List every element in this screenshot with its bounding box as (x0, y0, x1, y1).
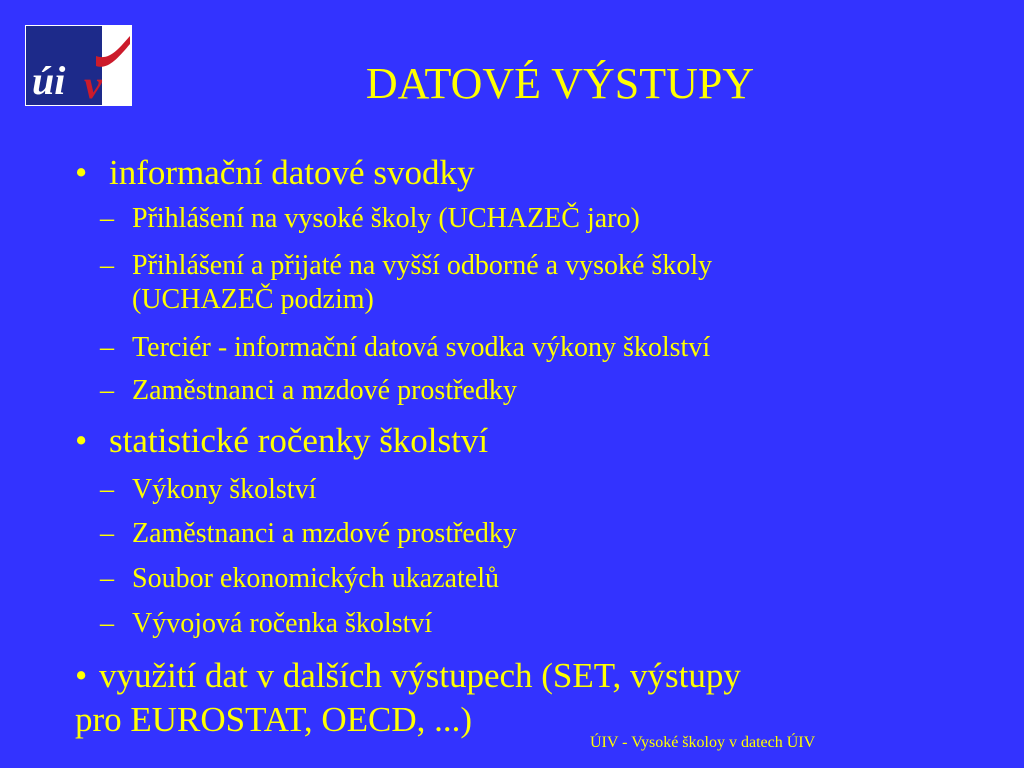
bullet-text: statistické ročenky školství (109, 421, 489, 460)
slide-title: DATOVÉ VÝSTUPY (365, 59, 755, 108)
bullet-vyuziti-dat (75, 656, 741, 696)
sub-bullet-text: Terciér - informační datová svodka výkony školství (132, 332, 711, 363)
sub-bullet-item (100, 607, 432, 641)
dash-marker: – (100, 203, 114, 234)
dash-marker: – (100, 250, 114, 281)
bullet-marker: • (75, 421, 88, 460)
sub-bullet-item (100, 202, 640, 236)
sub-bullet-item (100, 473, 316, 507)
bullet-text: pro EUROSTAT, OECD, ...) (75, 700, 473, 739)
sub-bullet-text: Soubor ekonomických ukazatelů (132, 563, 500, 594)
sub-bullet-text: Zaměstnanci a mzdové prostředky (132, 375, 517, 406)
sub-bullet-item (100, 249, 712, 283)
sub-bullet-text: (UCHAZEČ podzim) (132, 284, 374, 315)
dash-marker: – (100, 474, 114, 505)
bullet-marker: • (75, 153, 88, 192)
sub-bullet-item (100, 374, 517, 408)
bullet-text: využití dat v dalších výstupech (SET, výstupy (99, 656, 741, 695)
bullet-statisticke-rocenky (75, 421, 488, 461)
sub-bullet-text: Přihlášení a přijaté na vyšší odborné a vysoké školy (132, 250, 713, 281)
slide-footer: ÚIV - Vysoké školoy v datech ÚIV (590, 734, 816, 751)
svg-text:v: v (84, 62, 102, 105)
dash-marker: – (100, 608, 114, 639)
dash-marker: – (100, 518, 114, 549)
bullet-text: informační datové svodky (109, 153, 475, 192)
bullet-informacni-svodky (75, 153, 474, 193)
sub-bullet-continuation (100, 283, 374, 317)
sub-bullet-item (100, 562, 499, 596)
sub-bullet-text: Vývojová ročenka školství (132, 608, 433, 639)
dash-marker: – (100, 563, 114, 594)
bullet-marker: • (75, 656, 88, 695)
bullet-vyuziti-dat-continuation (75, 700, 472, 740)
sub-bullet-item (100, 517, 517, 551)
sub-bullet-text: Výkony školství (132, 474, 317, 505)
sub-bullet-text: Zaměstnanci a mzdové prostředky (132, 518, 517, 549)
sub-bullet-text: Přihlášení na vysoké školy (UCHAZEČ jaro) (132, 203, 640, 234)
sub-bullet-item (100, 331, 710, 365)
svg-text:úi: úi (32, 58, 66, 103)
dash-marker: – (100, 332, 114, 363)
dash-marker: – (100, 375, 114, 406)
